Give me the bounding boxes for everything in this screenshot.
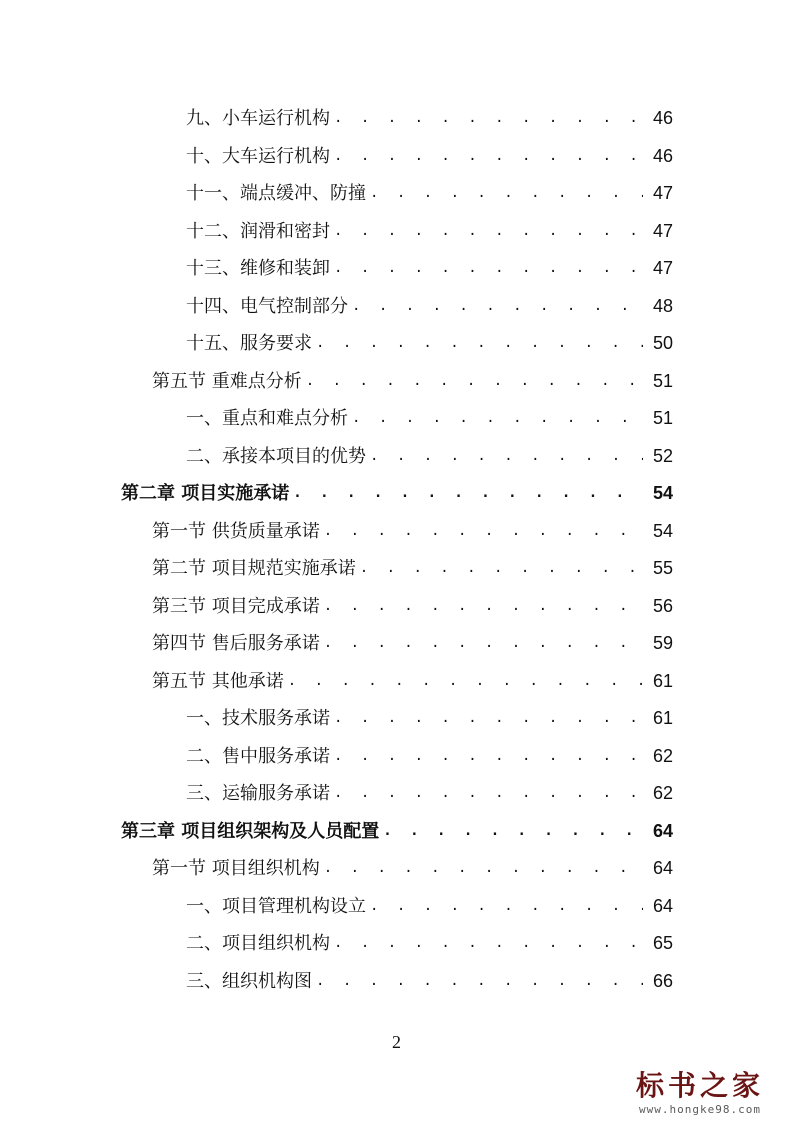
toc-entry-page: 61 bbox=[652, 708, 673, 728]
toc-entry-page: 52 bbox=[652, 445, 673, 466]
toc-entry-page: 65 bbox=[652, 933, 673, 953]
toc-dot-leader bbox=[334, 738, 643, 775]
toc-dot-leader bbox=[370, 438, 643, 475]
toc-dot-leader bbox=[324, 588, 643, 625]
toc-entry-title: 一、项目管理机构设立 bbox=[186, 895, 366, 917]
toc-entry-title: 二、承接本项目的优势 bbox=[186, 445, 366, 467]
toc-entry[interactable] bbox=[186, 888, 673, 925]
toc-entry-title: 第三章 项目组织架构及人员配置 bbox=[121, 820, 380, 842]
toc-entry[interactable] bbox=[121, 813, 673, 850]
toc-entry-page: 51 bbox=[652, 408, 673, 428]
toc-dot-leader bbox=[306, 363, 643, 400]
toc-entry[interactable] bbox=[186, 963, 673, 1000]
toc-dot-leader bbox=[334, 213, 643, 250]
toc-entry[interactable] bbox=[121, 475, 673, 512]
toc-dot-leader bbox=[316, 963, 643, 1000]
toc-dot-leader bbox=[334, 925, 643, 962]
toc-entry-title: 十三、维修和装卸 bbox=[186, 258, 330, 279]
toc-entry-title: 九、小车运行机构 bbox=[186, 108, 330, 129]
toc-entry[interactable] bbox=[186, 325, 673, 362]
toc-entry-page: 51 bbox=[652, 370, 673, 391]
toc-entry-page: 55 bbox=[652, 558, 673, 578]
toc-entry-title: 十四、电气控制部分 bbox=[186, 295, 348, 317]
toc-entry[interactable] bbox=[152, 550, 673, 587]
toc-entry[interactable] bbox=[186, 925, 673, 962]
watermark-logo bbox=[615, 1069, 785, 1116]
toc-entry-page: 66 bbox=[652, 970, 673, 991]
toc-entry[interactable] bbox=[186, 438, 673, 475]
toc-dot-leader bbox=[324, 850, 643, 887]
toc-entry-title: 十五、服务要求 bbox=[186, 333, 312, 354]
toc-entry[interactable] bbox=[186, 775, 673, 812]
toc-entry-page: 54 bbox=[652, 483, 673, 503]
toc-entry[interactable] bbox=[152, 588, 673, 625]
toc-dot-leader bbox=[288, 663, 643, 700]
toc-entry-page: 54 bbox=[652, 520, 673, 541]
toc-entry-title: 二、项目组织机构 bbox=[186, 933, 330, 954]
toc-entry[interactable] bbox=[152, 663, 673, 700]
toc-entry[interactable] bbox=[186, 288, 673, 325]
toc-dot-leader bbox=[334, 250, 643, 287]
toc-entry-title: 一、技术服务承诺 bbox=[186, 708, 330, 729]
toc-entry-title: 三、运输服务承诺 bbox=[186, 783, 330, 804]
toc-entry[interactable] bbox=[186, 738, 673, 775]
page-number: 2 bbox=[392, 1032, 401, 1052]
toc-dot-leader bbox=[334, 100, 643, 137]
toc-entry-title: 一、重点和难点分析 bbox=[186, 408, 348, 429]
toc-dot-leader bbox=[316, 325, 643, 362]
toc-entry-page: 62 bbox=[652, 745, 673, 766]
toc-entry-page: 59 bbox=[652, 633, 673, 653]
toc-dot-leader bbox=[370, 175, 643, 212]
toc-dot-leader bbox=[324, 625, 643, 662]
toc-entry-title: 十一、端点缓冲、防撞 bbox=[186, 183, 366, 204]
toc-entry[interactable] bbox=[152, 625, 673, 662]
toc-entry-title: 第一节 供货质量承诺 bbox=[152, 520, 320, 542]
toc-entry[interactable] bbox=[186, 175, 673, 212]
toc-dot-leader bbox=[370, 888, 643, 925]
toc-entry-page: 46 bbox=[652, 145, 673, 166]
toc-dot-leader bbox=[324, 513, 643, 550]
toc-dot-leader bbox=[334, 700, 643, 737]
toc-dot-leader bbox=[352, 400, 643, 437]
toc-entry[interactable] bbox=[186, 100, 673, 137]
toc-entry-title: 第五节 重难点分析 bbox=[152, 370, 302, 392]
toc-entry[interactable] bbox=[152, 513, 673, 550]
toc-entry-page: 46 bbox=[652, 108, 673, 128]
toc-dot-leader bbox=[383, 813, 643, 850]
toc-entry-page: 47 bbox=[652, 183, 673, 203]
toc-entry[interactable] bbox=[186, 700, 673, 737]
toc-entry-title: 第五节 其他承诺 bbox=[152, 670, 284, 692]
toc-entry-page: 61 bbox=[652, 670, 673, 691]
toc-entry-title: 第四节 售后服务承诺 bbox=[152, 633, 320, 654]
toc-dot-leader bbox=[334, 138, 643, 175]
toc-entry-page: 47 bbox=[652, 258, 673, 278]
toc-entry-page: 47 bbox=[652, 220, 673, 241]
toc-entry-page: 64 bbox=[652, 820, 673, 841]
toc-entry-page: 64 bbox=[652, 895, 673, 916]
toc-entry-page: 48 bbox=[652, 295, 673, 316]
toc-entry[interactable] bbox=[152, 363, 673, 400]
toc-entry-title: 三、组织机构图 bbox=[186, 970, 312, 992]
toc-entry[interactable] bbox=[186, 400, 673, 437]
toc-entry-title: 十、大车运行机构 bbox=[186, 145, 330, 167]
toc-entry-title: 二、售中服务承诺 bbox=[186, 745, 330, 767]
toc-dot-leader bbox=[334, 775, 643, 812]
toc-dot-leader bbox=[360, 550, 643, 587]
toc-entry-title: 第三节 项目完成承诺 bbox=[152, 595, 320, 617]
watermark-brand: 标书之家 bbox=[635, 1069, 764, 1102]
toc-entry-page: 64 bbox=[652, 858, 673, 878]
toc-entry-page: 62 bbox=[652, 783, 673, 803]
toc-entry-title: 十二、润滑和密封 bbox=[186, 220, 330, 242]
toc-entry[interactable] bbox=[186, 138, 673, 175]
toc-dot-leader bbox=[352, 288, 643, 325]
toc-entry-title: 第二章 项目实施承诺 bbox=[121, 483, 290, 504]
toc-entry[interactable] bbox=[186, 213, 673, 250]
toc-entry-page: 50 bbox=[652, 333, 673, 353]
toc-dot-leader bbox=[293, 475, 643, 512]
toc-entry[interactable] bbox=[152, 850, 673, 887]
toc-entry-page: 56 bbox=[652, 595, 673, 616]
toc-entry[interactable] bbox=[186, 250, 673, 287]
toc-entry-title: 第二节 项目规范实施承诺 bbox=[152, 558, 356, 579]
toc-entry-title: 第一节 项目组织机构 bbox=[152, 858, 320, 879]
watermark-url: www.hongke98.com bbox=[639, 1103, 761, 1116]
